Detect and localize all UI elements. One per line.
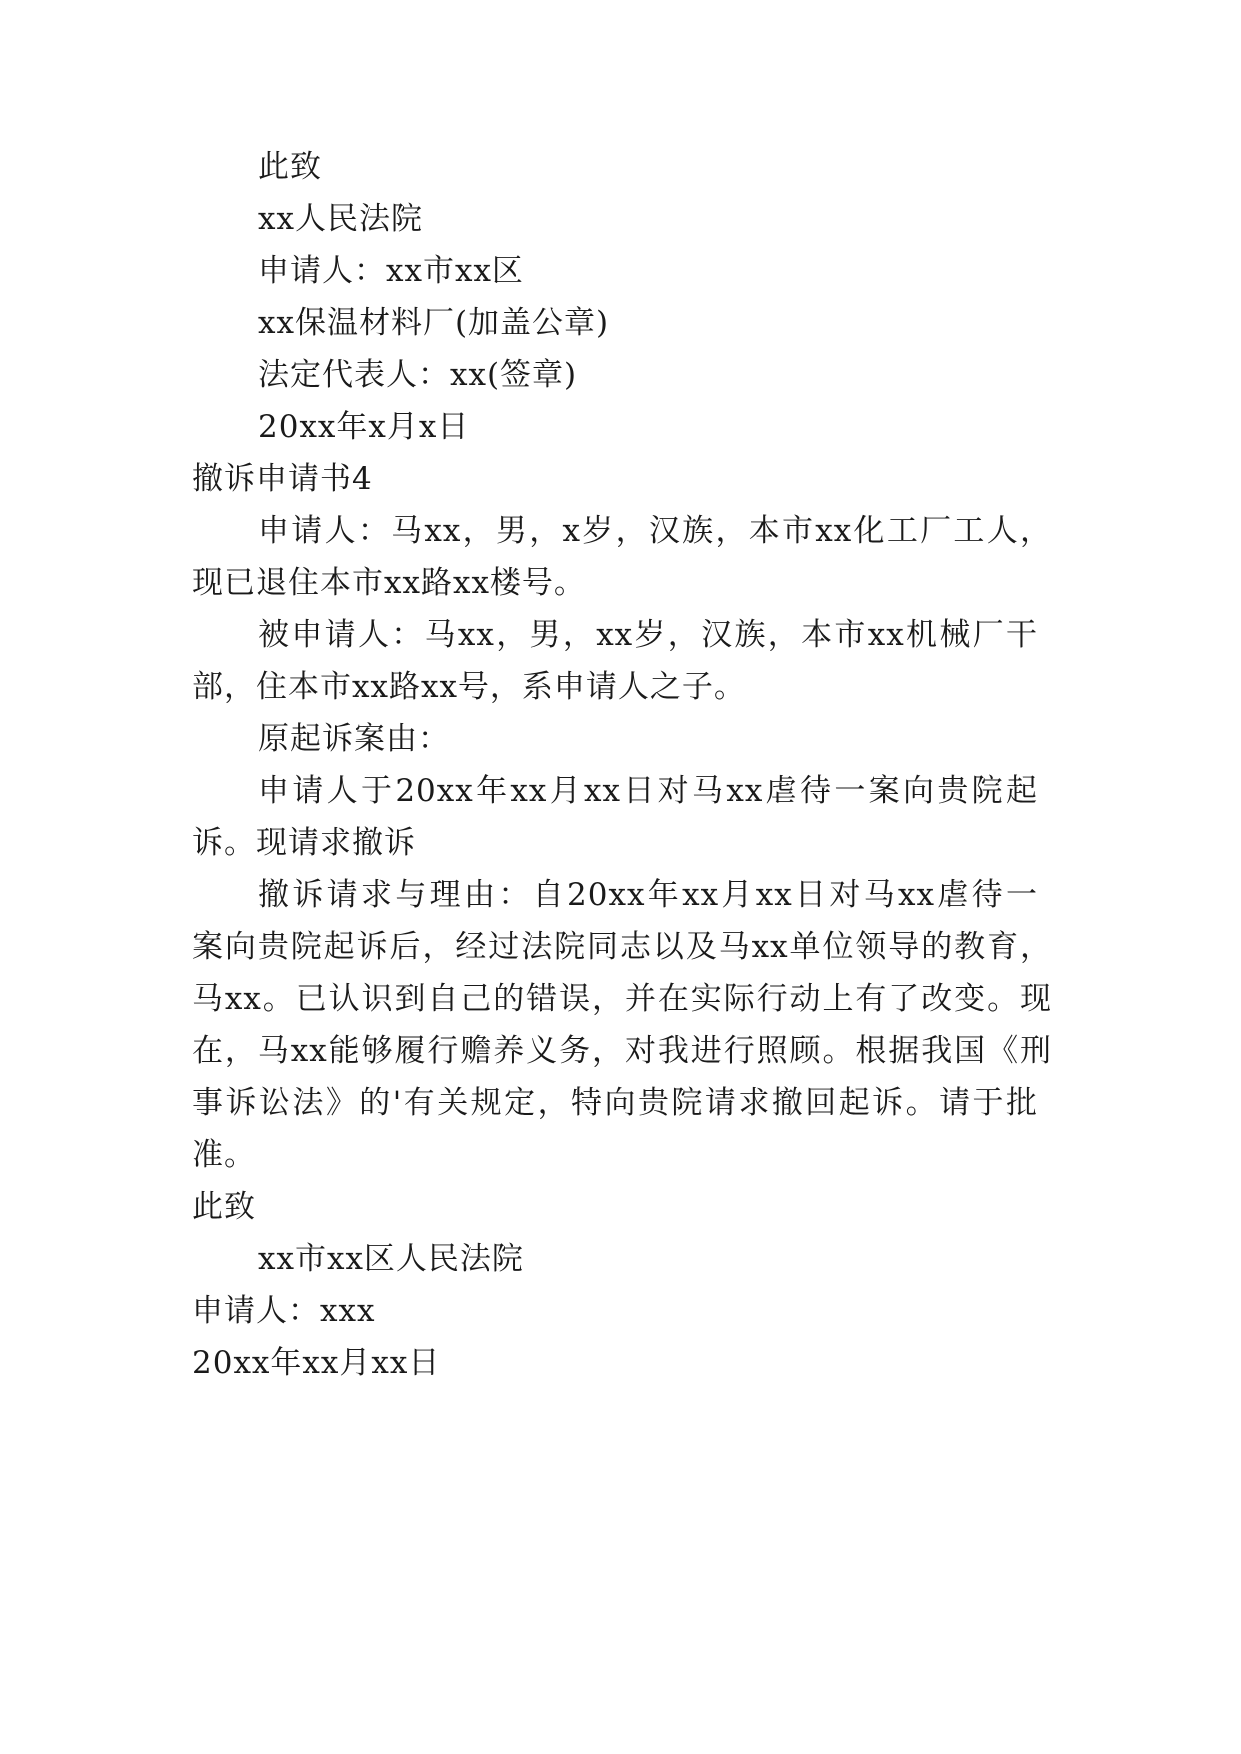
respondent-info-line: 被申请人：马xx，男，xx岁，汉族，本市xx机械厂干 — [258, 617, 1038, 653]
applicant-organization: xx保温材料厂(加盖公章) — [258, 305, 610, 341]
signing-date: 20xx年x月x日 — [258, 409, 470, 445]
legal-representative: 法定代表人：xx(签章) — [258, 357, 578, 393]
court-name: xx市xx区人民法院 — [258, 1241, 524, 1277]
case-description-line: 诉。现请求撤诉 — [192, 825, 416, 861]
closing-text: 此致 — [192, 1189, 256, 1225]
applicant-address: 申请人：xx市xx区 — [258, 253, 524, 289]
reason-line: 准。 — [192, 1137, 256, 1173]
reason-line: 事诉讼法》的'有关规定，特向贵院请求撤回起诉。请于批 — [192, 1085, 1038, 1121]
case-description-line: 申请人于20xx年xx月xx日对马xx虐待一案向贵院起 — [258, 773, 1038, 809]
reason-line: 在，马xx能够履行赡养义务，对我进行照顾。根据我国《刑 — [192, 1033, 1052, 1069]
signing-date: 20xx年xx月xx日 — [192, 1345, 441, 1381]
case-heading: 原起诉案由： — [258, 721, 450, 757]
reason-line: 撤诉请求与理由：自20xx年xx月xx日对马xx虐待一 — [258, 877, 1038, 913]
reason-line: 马xx。已认识到自己的错误，并在实际行动上有了改变。现 — [192, 981, 1052, 1017]
court-name: xx人民法院 — [258, 201, 423, 237]
closing-text: 此致 — [258, 149, 322, 185]
reason-line: 案向贵院起诉后，经过法院同志以及马xx单位领导的教育， — [192, 929, 1052, 965]
applicant-signature: 申请人：xxx — [192, 1293, 376, 1329]
applicant-info-line: 申请人：马xx，男，x岁，汉族，本市xx化工厂工人， — [258, 513, 1052, 549]
applicant-info-line: 现已退住本市xx路xx楼号。 — [192, 565, 586, 601]
respondent-info-line: 部，住本市xx路xx号，系申请人之子。 — [192, 669, 746, 705]
section-title: 撤诉申请书4 — [192, 461, 373, 497]
